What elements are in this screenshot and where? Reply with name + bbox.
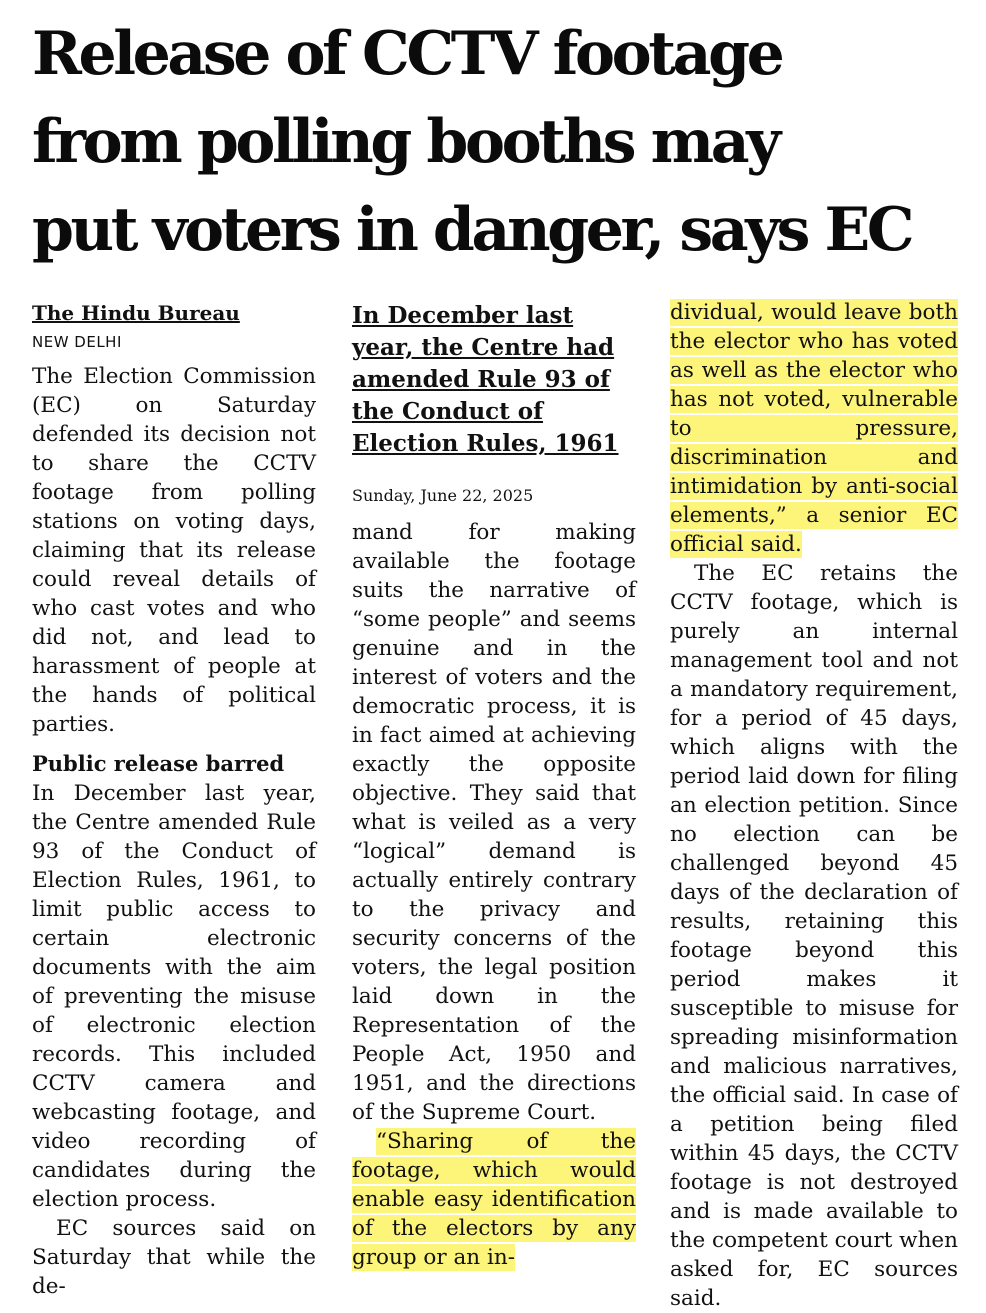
paragraph-demand: mand for making available the footage suits the narrative of “some people” and seems genuine and in the interest of voters and the democratic process, it is in fact aimed at achieving exactly the opposite objective. They said that what is veiled as a very “logical” demand is actually entirely contrary to the privacy and security concerns of the voters, the legal position laid down in the Representation of the People Act, 1950 and 1951, and the directions of the Supreme Court.: [352, 520, 636, 1125]
publication-date: Sunday, June 22, 2025: [352, 486, 534, 505]
paragraph-retention: The EC retains the CCTV footage, which is purely an internal management tool and not a mandatory requirement, for a period of 45 days, which aligns with the period laid down for filing an election petition. Since no election can be challenged beyond 45 days of the declaration of results, retaining this footage beyond this period makes it susceptible to misuse for spreading misinformation and malicious narratives, the official said. In case of a petition being filed within 45 days, the CCTV footage is not destroyed and is made available to the competent court when asked for, EC sources said.: [670, 561, 958, 1311]
subheading: Public release barred: [32, 751, 285, 776]
dateline: NEW DELHI: [32, 333, 122, 351]
paragraph-quote-end: [670, 298, 958, 559]
byline: The Hindu Bureau: [32, 301, 240, 325]
article-column-2: [352, 298, 636, 1272]
paragraph-intro: The Election Commission (EC) on Saturday defended its decision not to share the CCTV footage from polling stations on voting days, claiming that its release could reveal details of who cast votes and who did not, and lead to harassment of people at the hands of political parties.: [32, 364, 316, 737]
pull-quote: In December last year, the Centre had amended Rule 93 of the Conduct of Election Rules, 1961: [352, 302, 619, 457]
headline-line-2: from polling booths may: [32, 107, 778, 177]
highlighted-text: “Sharing of the footage, which would enable easy identification of the electors by any group or an in-: [352, 1129, 636, 1270]
highlighted-text: dividual, would leave both the elector who has voted as well as the elector who has not voted, vulnerable to pressure, discrimination and intimidation by anti-social elements,” a senior EC official said.: [670, 300, 958, 557]
article-column-3: [670, 298, 958, 1313]
headline: [32, 10, 972, 274]
headline-line-3: put voters in danger, says EC: [32, 195, 912, 265]
paragraph-rule-93: In December last year, the Centre amended Rule 93 of the Conduct of Election Rules, 1961, to limit public access to certain electronic documents with the aim of preventing the misuse of electronic election records. This included CCTV camera and webcasting footage, and video recording of candidates during the election process.: [32, 781, 316, 1212]
article-column-1: [32, 298, 316, 1301]
headline-line-1: Release of CCTV footage: [32, 19, 782, 89]
paragraph-ec-sources: EC sources said on Saturday that while the de-: [32, 1216, 316, 1299]
